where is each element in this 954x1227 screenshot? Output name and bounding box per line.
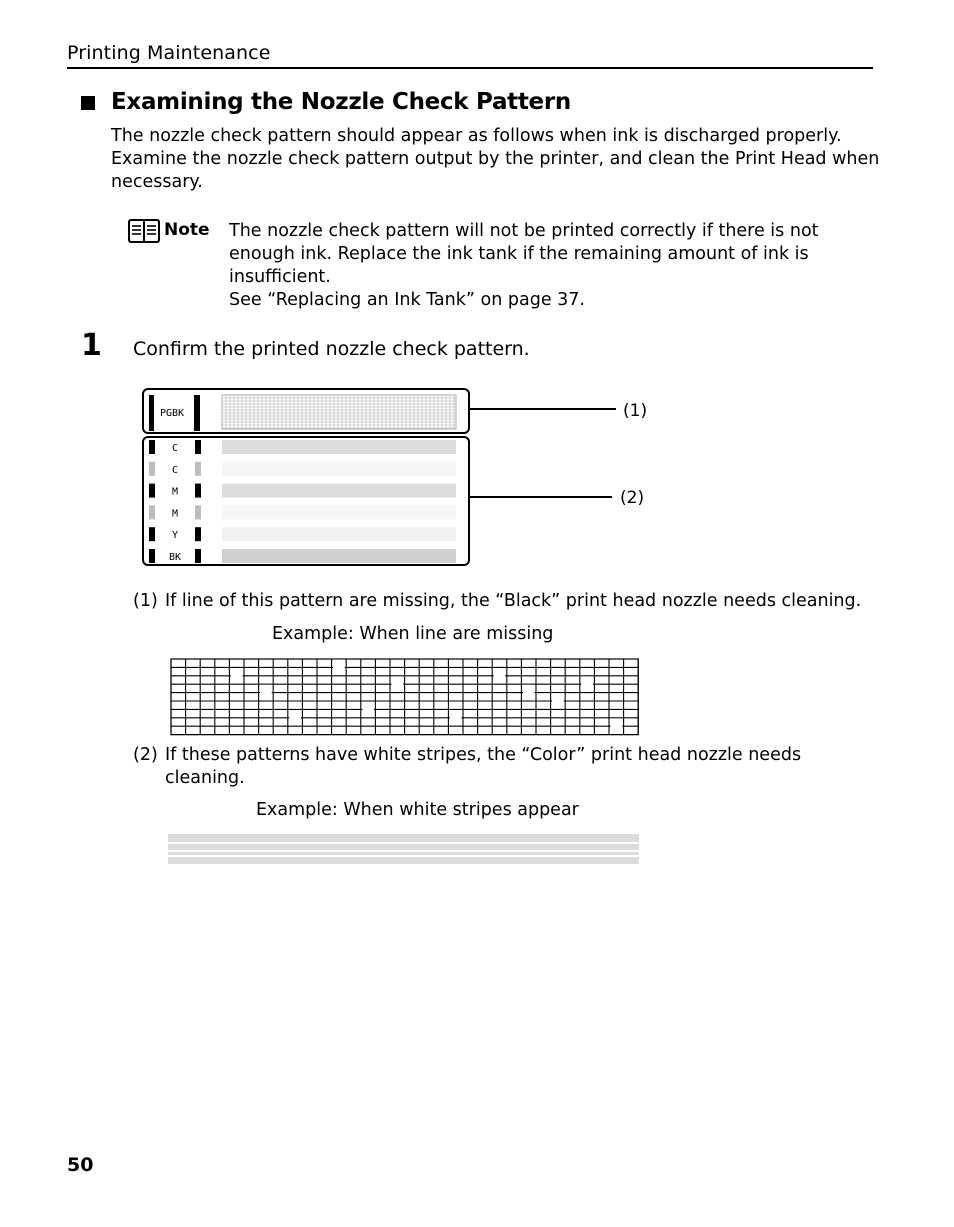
missing-line-gap <box>289 710 301 723</box>
note-text <box>229 220 869 312</box>
pgbk-label: PGBK <box>160 408 185 419</box>
intro-line: The nozzle check pattern should appear as follows when ink is discharged properly. <box>111 126 842 146</box>
section-title: Examining the Nozzle Check Pattern <box>111 89 571 115</box>
row-band <box>222 440 456 454</box>
note-line: insufficient. <box>229 267 331 287</box>
missing-line-gap <box>611 718 623 731</box>
note-line: The nozzle check pattern will not be printed correctly if there is not <box>229 221 819 241</box>
note-line: enough ink. Replace the ink tank if the remaining amount of ink is <box>229 244 809 264</box>
step-text: Confirm the printed nozzle check pattern. <box>133 338 530 360</box>
row-right-marker <box>195 484 201 498</box>
header-rule <box>67 67 873 69</box>
missing-line-gap <box>581 676 593 689</box>
section-bullet-icon <box>81 96 95 110</box>
pgbk-right-bar <box>194 395 200 431</box>
item1-text: If line of this pattern are missing, the “Black” print head nozzle needs cleaning. <box>165 591 862 611</box>
intro-paragraph <box>111 125 881 194</box>
row-band <box>222 527 456 541</box>
row-right-marker <box>195 527 201 541</box>
missing-lines-example <box>168 656 644 736</box>
row-label: Y <box>171 530 179 542</box>
row-left-marker <box>149 462 155 476</box>
see-suffix: ” on page 37. <box>465 290 585 310</box>
callout-label-1: (1) <box>623 401 648 421</box>
nozzle-check-diagram <box>140 385 660 570</box>
running-head: Printing Maintenance <box>67 42 271 64</box>
intro-line: necessary. <box>111 172 203 192</box>
item2-line: cleaning. <box>165 768 245 788</box>
row-right-marker <box>195 462 201 476</box>
row-left-marker <box>149 549 155 563</box>
row-label: C <box>171 443 179 454</box>
intro-line: Examine the nozzle check pattern output by the printer, and clean the Print Head when <box>111 149 880 169</box>
row-label: BK <box>168 552 182 563</box>
row-band <box>222 462 456 476</box>
row-label: C <box>171 464 179 476</box>
note-book-icon <box>128 219 160 243</box>
item1-example-label: Example: When line are missing <box>272 624 554 644</box>
row-label: M <box>171 508 179 520</box>
pgbk-grid <box>222 395 456 429</box>
stripe-band <box>168 834 639 842</box>
missing-line-gap <box>494 668 506 681</box>
row-left-marker <box>149 505 155 519</box>
missing-line-gap <box>333 660 345 673</box>
replacing-ink-tank-link[interactable]: Replacing an Ink Tank <box>275 290 466 310</box>
item2-text <box>165 744 885 790</box>
pgbk-grid-frame <box>222 395 456 429</box>
stripe-band <box>168 852 639 855</box>
note-label: Note <box>164 220 210 240</box>
stripe-band <box>168 844 639 850</box>
note-see-line <box>229 289 869 312</box>
row-right-marker <box>195 440 201 454</box>
missing-line-gap <box>260 685 272 698</box>
stripe-band <box>168 857 639 864</box>
item2-number: (2) <box>133 745 158 765</box>
missing-lines-grid <box>171 659 638 735</box>
row-left-marker <box>149 440 155 454</box>
item1-number: (1) <box>133 591 158 611</box>
missing-line-gap <box>552 693 564 706</box>
white-stripes-example <box>168 834 640 866</box>
row-band <box>222 549 456 563</box>
row-band <box>222 505 456 519</box>
missing-line-gap <box>362 702 374 715</box>
step-number: 1 <box>81 328 102 363</box>
row-band <box>222 484 456 498</box>
item2-line: If these patterns have white stripes, the “Color” print head nozzle needs <box>165 745 802 765</box>
row-left-marker <box>149 527 155 541</box>
row-right-marker <box>195 549 201 563</box>
missing-line-gap <box>231 668 243 681</box>
missing-line-gap <box>450 710 462 723</box>
pgbk-left-bar <box>149 395 154 431</box>
row-right-marker <box>195 505 201 519</box>
row-left-marker <box>149 484 155 498</box>
page-number: 50 <box>67 1154 94 1176</box>
see-prefix: See “ <box>229 290 276 310</box>
missing-line-gap <box>392 676 404 689</box>
item2-example-label: Example: When white stripes appear <box>256 800 579 820</box>
row-label: M <box>171 486 179 498</box>
missing-line-gap <box>523 685 535 698</box>
color-box <box>143 437 469 565</box>
callout-label-2: (2) <box>620 488 645 508</box>
